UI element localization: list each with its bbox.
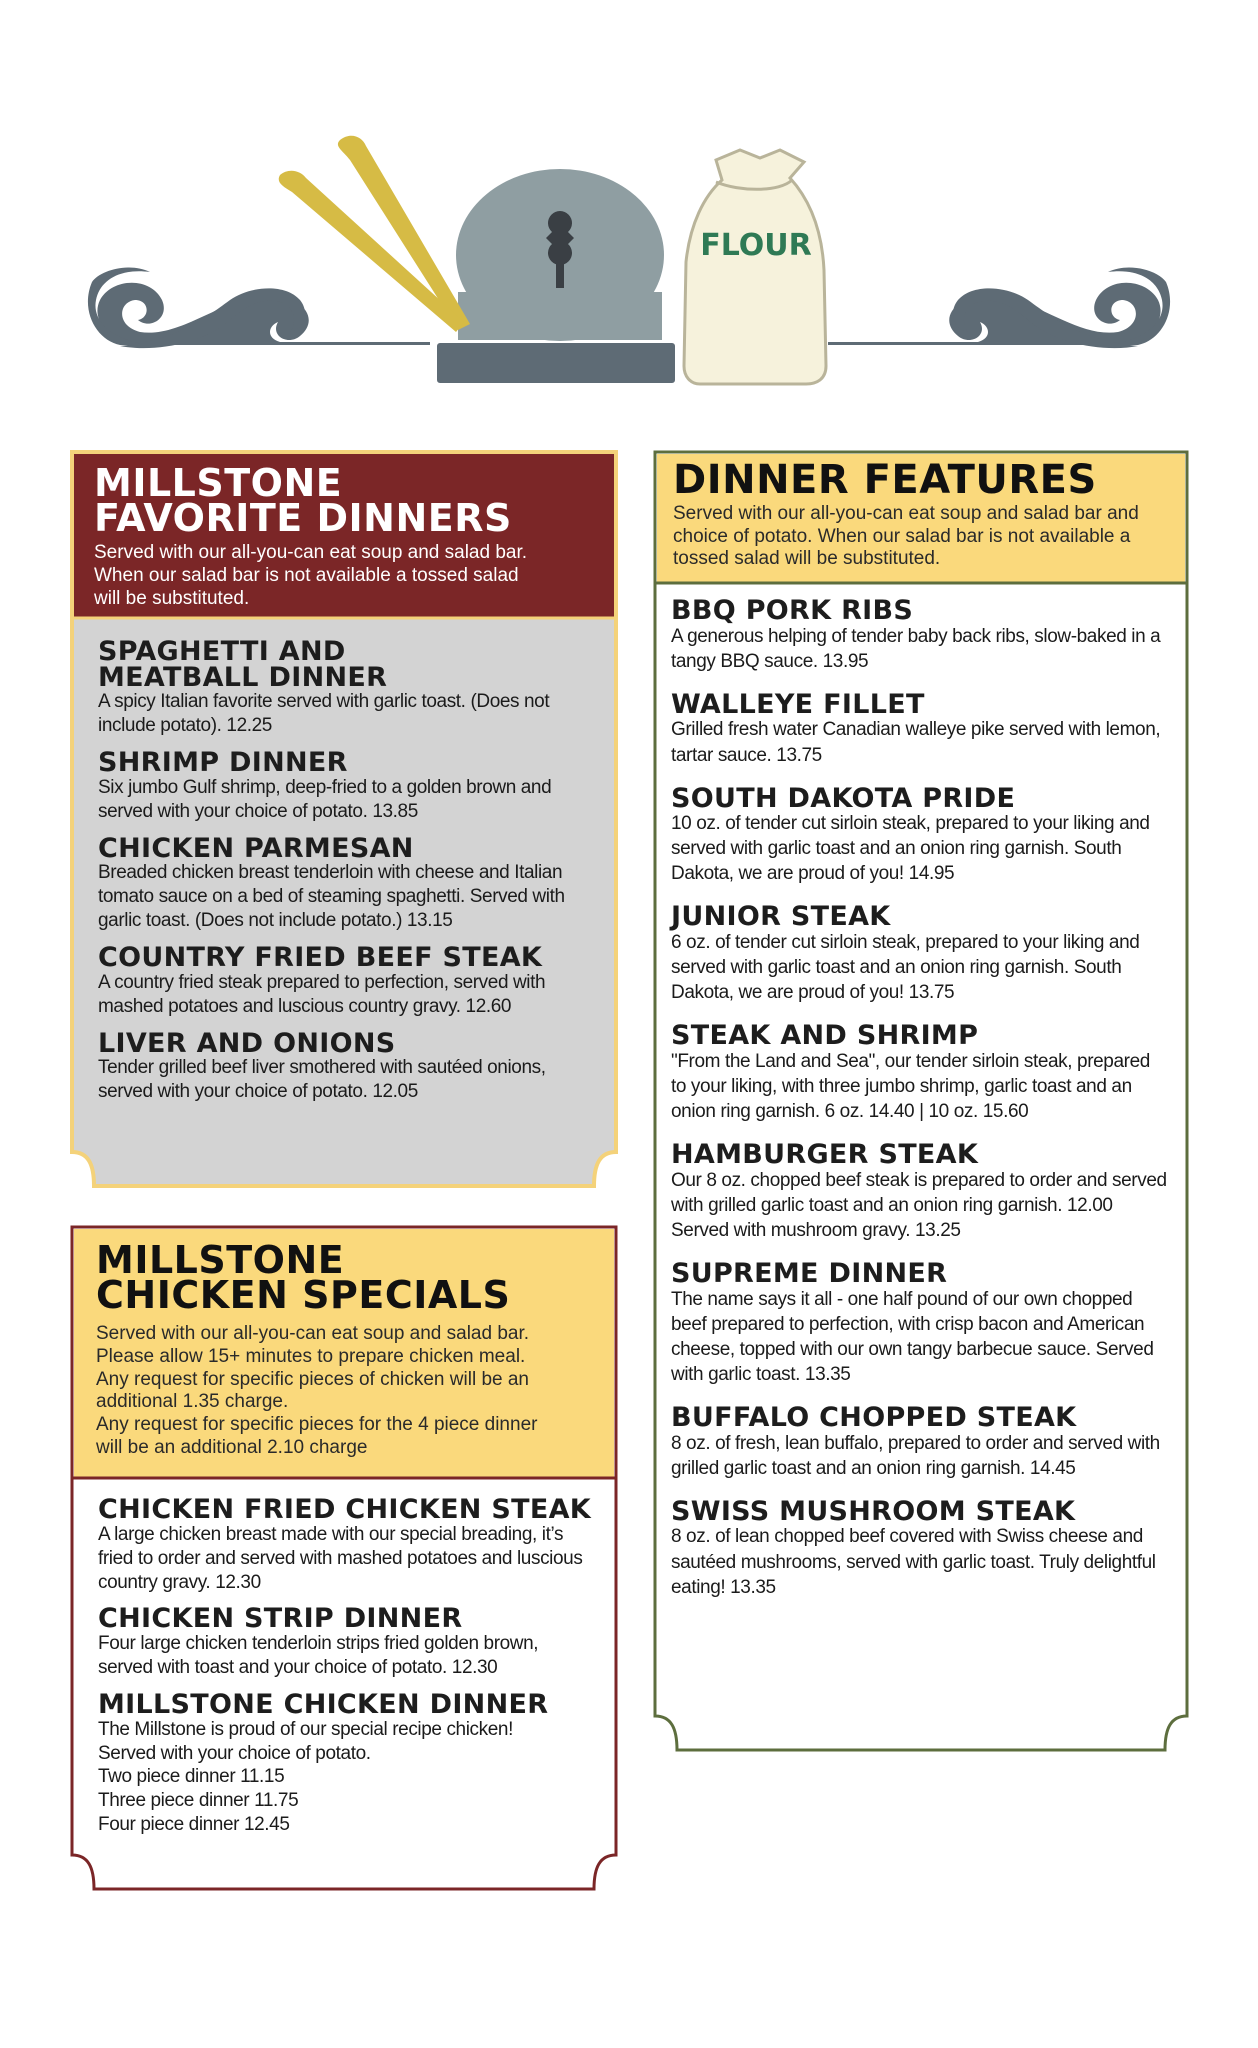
header-illustration bbox=[0, 0, 1258, 420]
menu-item-description: A large chicken breast made with our special breading, it’s fried to order and served with mashed potatoes and luscious country gravy. 12.30 bbox=[98, 1523, 583, 1593]
menu-item bbox=[671, 901, 1169, 1005]
dinner-features-section bbox=[655, 452, 1187, 1750]
menu-item-name: SPAGHETTI AND MEATBALL DINNER bbox=[98, 636, 388, 693]
menu-item-name: SWISS MUSHROOM STEAK bbox=[671, 1495, 1076, 1527]
menu-item bbox=[671, 595, 1169, 674]
menu-item-description: A country fried steak prepared to perfection, served with mashed potatoes and luscious country gravy. 12.60 bbox=[98, 971, 546, 1017]
menu-item-name: SHRIMP DINNER bbox=[98, 747, 348, 779]
menu-item-description: Four large chicken tenderloin strips fried golden brown, served with toast and your choice of potato. 12.30 bbox=[98, 1633, 539, 1679]
chicken-specials-list bbox=[72, 1477, 616, 1837]
menu-item-description: Six jumbo Gulf shrimp, deep-fried to a golden brown and served with your choice of potato. 13.85 bbox=[98, 776, 552, 822]
menu-item bbox=[98, 636, 590, 738]
favorite-dinners-list bbox=[72, 617, 616, 1104]
base-bar bbox=[437, 343, 675, 383]
menu-item-name: MILLSTONE CHICKEN DINNER bbox=[98, 1688, 549, 1720]
favorite-dinners-header bbox=[72, 452, 616, 617]
menu-item bbox=[671, 688, 1169, 768]
menu-item-description: A generous helping of tender baby back ribs, slow-baked in a tangy BBQ sauce. 13.95 bbox=[671, 625, 1161, 672]
menu-item bbox=[98, 942, 590, 1019]
rolling-pins-icon bbox=[279, 136, 470, 332]
favorite-dinners-title: MILLSTONE FAVORITE DINNERS bbox=[94, 461, 512, 540]
favorite-dinners-section bbox=[72, 452, 616, 1186]
menu-item-description: "From the Land and Sea", our tender sirloin steak, prepared to your liking, with three jumbo shrimp, garlic toast and an onion ring garnish. 6 oz. 14.40 | 10 oz. 15.60 bbox=[671, 1050, 1150, 1123]
menu-item-description: 6 oz. of tender cut sirloin steak, prepared to your liking and served with garlic toast and an onion ring garnish. South Dakota, we are proud of you! 13.75 bbox=[671, 932, 1140, 1004]
menu-item-description: A spicy Italian favorite served with garlic toast. (Does not include potato). 12.25 bbox=[98, 691, 550, 737]
millstone-icon bbox=[456, 169, 664, 341]
menu-item-name: SUPREME DINNER bbox=[671, 1258, 948, 1290]
menu-item bbox=[671, 782, 1169, 887]
menu-item bbox=[98, 747, 590, 824]
menu-item-description: Tender grilled beef liver smothered with sautéed onions, served with your choice of potato. 12.05 bbox=[98, 1057, 546, 1103]
menu-item-name: CHICKEN STRIP DINNER bbox=[98, 1603, 463, 1635]
menu-item bbox=[671, 1139, 1169, 1243]
menu-item bbox=[671, 1402, 1169, 1481]
menu-item-name: BBQ PORK RIBS bbox=[671, 595, 914, 626]
chicken-specials-header bbox=[72, 1227, 616, 1477]
menu-item-description: The Millstone is proud of our special recipe chicken! Served with your choice of potato. Two piece dinner 11.15 Three piece dinner 11.75 Four piece dinner 12.45 bbox=[98, 1718, 513, 1836]
favorite-dinners-description: Served with our all-you-can eat soup and salad bar. When our salad bar is not available a tossed salad will be substituted. bbox=[94, 541, 528, 609]
menu-item-name: WALLEYE FILLET bbox=[671, 688, 925, 720]
dinner-features-header bbox=[655, 452, 1187, 582]
menu-item bbox=[98, 1688, 594, 1837]
menu-item bbox=[98, 1027, 590, 1105]
dinner-features-title: DINNER FEATURES bbox=[673, 457, 1097, 503]
menu-item bbox=[98, 1603, 594, 1680]
menu-item bbox=[671, 1020, 1169, 1124]
chicken-specials-description: Served with our all-you-can eat soup and salad bar. Please allow 15+ minutes to prepare chicken meal. Any request for specific pieces of chicken will be an additional 1.35 charge. Any request for specific pieces for the 4 piece dinner will be an additional 2.10 charge bbox=[96, 1322, 538, 1458]
menu-item bbox=[98, 832, 590, 933]
menu-item-description: Breaded chicken breast tenderloin with cheese and Italian tomato sauce on a bed of steaming spaghetti. Served with garlic toast. (Does not include potato.) 13.15 bbox=[98, 862, 565, 932]
menu-item bbox=[671, 1495, 1169, 1600]
menu-item-name: SOUTH DAKOTA PRIDE bbox=[671, 782, 1016, 814]
dinner-features-description: Served with our all-you-can eat soup and salad bar and choice of potato. When our salad bar is not available a tossed salad will be substituted. bbox=[673, 502, 1139, 570]
menu-item-description: Grilled fresh water Canadian walleye pike served with lemon, tartar sauce. 13.75 bbox=[671, 719, 1161, 766]
menu-item-name: HAMBURGER STEAK bbox=[671, 1139, 979, 1171]
menu-item-name: CHICKEN PARMESAN bbox=[98, 832, 414, 864]
menu-item bbox=[98, 1494, 594, 1594]
menu-item-description: 8 oz. of lean chopped beef covered with Swiss cheese and sautéed mushrooms, served with garlic toast. Truly delightful eating! 13.35 bbox=[671, 1526, 1156, 1598]
menu-item-name: CHICKEN FRIED CHICKEN STEAK bbox=[98, 1494, 592, 1525]
menu-item-description: 10 oz. of tender cut sirloin steak, prepared to your liking and served with garlic toast and an onion ring garnish. South Dakota, we are proud of you! 14.95 bbox=[671, 813, 1150, 885]
menu-item-name: BUFFALO CHOPPED STEAK bbox=[671, 1402, 1077, 1434]
menu-item-description: The name says it all - one half pound of our own chopped beef prepared to perfection, with crisp bacon and American cheese, topped with our own tangy barbecue sauce. Served with garlic toast. 13.35 bbox=[671, 1288, 1154, 1385]
right-scroll-icon bbox=[828, 267, 1170, 348]
menu-item-description: 8 oz. of fresh, lean buffalo, prepared to order and served with grilled garlic toast and an onion ring garnish. 14.45 bbox=[671, 1432, 1160, 1479]
flour-label: FLOUR bbox=[700, 228, 812, 263]
dinner-features-list bbox=[655, 582, 1187, 1600]
menu-item-name: LIVER AND ONIONS bbox=[98, 1027, 396, 1059]
flour-sack-icon bbox=[684, 150, 826, 384]
chicken-specials-title: MILLSTONE CHICKEN SPECIALS bbox=[96, 1238, 511, 1317]
menu-item-description: Our 8 oz. chopped beef steak is prepared to order and served with grilled garlic toast and an onion ring garnish. 12.00 Served with mushroom gravy. 13.25 bbox=[671, 1169, 1167, 1242]
menu-item-name: STEAK AND SHRIMP bbox=[671, 1020, 979, 1052]
chicken-specials-section bbox=[72, 1227, 616, 1889]
menu-item-name: COUNTRY FRIED BEEF STEAK bbox=[98, 942, 543, 974]
menu-item bbox=[671, 1258, 1169, 1387]
menu-item-name: JUNIOR STEAK bbox=[671, 901, 891, 933]
left-scroll-icon bbox=[88, 267, 430, 348]
